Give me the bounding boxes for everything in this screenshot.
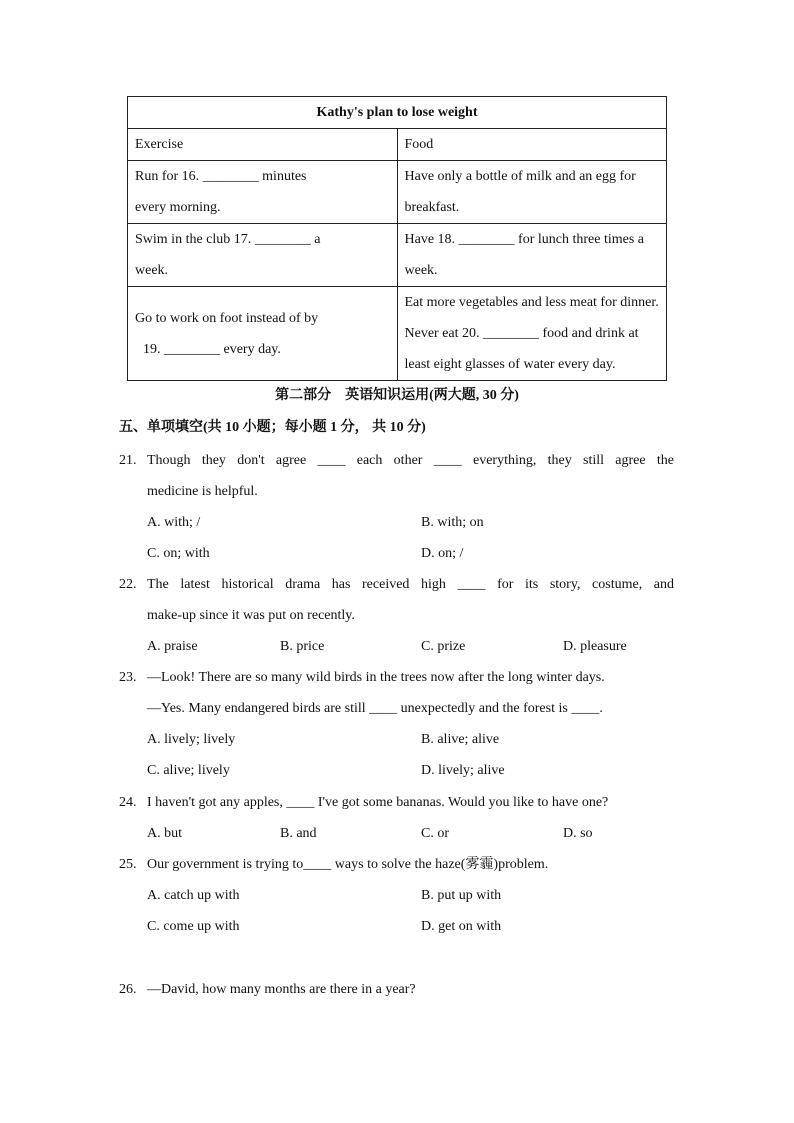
- option-a[interactable]: A. catch up with: [147, 888, 240, 903]
- exercise-cell: Go to work on foot instead of by 19. ________ every day.: [128, 287, 398, 381]
- option-c[interactable]: C. come up with: [147, 919, 240, 934]
- question-text: —Look! There are so many wild birds in the trees now after the long winter days.: [147, 670, 605, 685]
- question-number: 25.: [119, 857, 137, 872]
- food-cell: Have only a bottle of milk and an egg for breakfast.: [397, 161, 667, 224]
- option-c[interactable]: C. or: [421, 826, 449, 841]
- question-text-cont: medicine is helpful.: [147, 484, 258, 499]
- exercise-cell: Run for 16. ________ minutes every morning.: [128, 161, 398, 224]
- header-food: Food: [397, 129, 667, 161]
- question-text-cont: make-up since it was put on recently.: [147, 608, 355, 623]
- table-title: Kathy's plan to lose weight: [128, 97, 667, 129]
- question-21: [119, 445, 674, 569]
- question-text: Our government is trying to____ ways to solve the haze(雾霾)problem.: [147, 857, 549, 872]
- option-d[interactable]: D. so: [563, 826, 593, 841]
- header-exercise: Exercise: [128, 129, 398, 161]
- question-number: 21.: [119, 453, 137, 468]
- question-number: 22.: [119, 577, 137, 592]
- option-c[interactable]: C. on; with: [147, 546, 210, 561]
- question-24: [119, 787, 674, 849]
- part-title: 五、单项填空(共 10 小题；每小题 1 分， 共 10 分): [119, 420, 426, 435]
- question-23: [119, 662, 674, 786]
- table-row: [128, 224, 667, 287]
- exercise-cell: Swim in the club 17. ________ a week.: [128, 224, 398, 287]
- table-row: [128, 161, 667, 224]
- food-cell: Have 18. ________ for lunch three times a week.: [397, 224, 667, 287]
- question-text-cont: —Yes. Many endangered birds are still ____ unexpectedly and the forest is ____.: [147, 701, 603, 716]
- option-a[interactable]: A. with; /: [147, 515, 201, 530]
- option-a[interactable]: A. but: [147, 826, 182, 841]
- option-d[interactable]: D. get on with: [421, 919, 502, 934]
- option-d[interactable]: D. pleasure: [563, 639, 627, 654]
- question-22: [119, 569, 674, 662]
- option-b[interactable]: B. with; on: [421, 515, 484, 530]
- question-number: 24.: [119, 795, 137, 810]
- table-row: [128, 287, 667, 381]
- food-cell: Eat more vegetables and less meat for dinner. Never eat 20. ________ food and drink at least eight glasses of water every day.: [397, 287, 667, 381]
- option-b[interactable]: B. and: [280, 826, 317, 841]
- question-text: The latest historical drama has received high ____ for its story, costume, and: [147, 577, 674, 592]
- option-c[interactable]: C. alive; lively: [147, 763, 230, 778]
- weight-plan-table: [127, 96, 667, 381]
- option-d[interactable]: D. on; /: [421, 546, 464, 561]
- option-b[interactable]: B. put up with: [421, 888, 502, 903]
- question-text: Though they don't agree ____ each other ____ everything, they still agree the: [147, 453, 674, 468]
- section-title: 第二部分 英语知识运用(两大题, 30 分): [275, 388, 519, 403]
- option-d[interactable]: D. lively; alive: [421, 763, 505, 778]
- question-text: I haven't got any apples, ____ I've got some bananas. Would you like to have one?: [147, 795, 609, 810]
- question-text: —David, how many months are there in a year?: [147, 982, 416, 997]
- option-b[interactable]: B. alive; alive: [421, 732, 500, 747]
- question-26: [119, 974, 674, 1005]
- option-c[interactable]: C. prize: [421, 639, 466, 654]
- option-a[interactable]: A. praise: [147, 639, 198, 654]
- option-a[interactable]: A. lively; lively: [147, 732, 236, 747]
- question-number: 23.: [119, 670, 137, 685]
- question-25: [119, 849, 674, 942]
- question-number: 26.: [119, 982, 137, 997]
- option-b[interactable]: B. price: [280, 639, 325, 654]
